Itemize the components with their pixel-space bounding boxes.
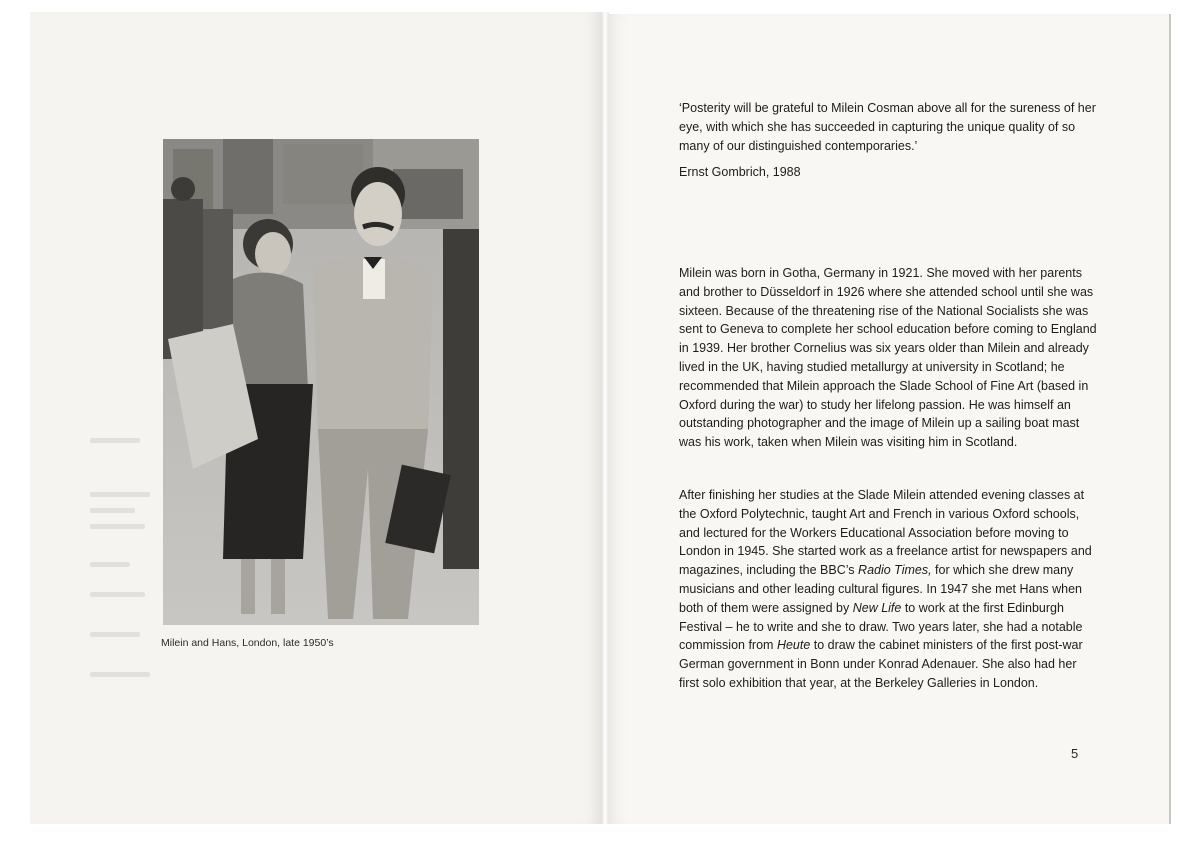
quote-attribution bbox=[679, 163, 1099, 182]
page-number: 5 bbox=[1071, 746, 1079, 761]
para2-part1: After finishing her studies at the Slade Milein attended evening classes at the Oxford Polytechnic, taught Art and French in various Oxford schools, and lectured for the Workers Educational Association before moving to London in 1945. She started work as a freelance artist for newspapers and magazines, including the BBC’s bbox=[679, 488, 1092, 578]
heute-title: Heute bbox=[776, 638, 811, 653]
paragraph-career-text bbox=[679, 486, 1099, 693]
para2-part4: to draw the cabinet ministers of the first post-war German government in Bonn under Konrad Adenauer. She also had her first solo exhibition that year, at the Berkeley Galleries in London. bbox=[679, 638, 1083, 690]
attribution-text: Ernst Gombrich, 1988 bbox=[679, 165, 801, 179]
para2-part3: to work at the first Edinburgh Festival – he to write and she to draw. Two years later, she had a notable commission from bbox=[679, 600, 1083, 653]
radio-times-title: Radio Times, bbox=[858, 563, 932, 578]
left-page bbox=[30, 12, 602, 824]
right-page bbox=[608, 14, 1170, 824]
photo-caption: Milein and Hans, London, late 1950’s bbox=[161, 637, 334, 649]
show-through bbox=[90, 432, 160, 692]
paragraph-early-life-text: Milein was born in Gotha, Germany in 1921. She moved with her parents and brother to Düsseldorf in 1926 where she attended school until she was sixteen. Because of the threatening rise of the National Socialists she was sent to Geneva to complete her school education before coming to England in 1939. Her brother Cornelius was six years older than Milein and already lived in the UK, having studied metallurgy at university in Scotland; he recommended that Milein approach the Slade School of Fine Art (based in Oxford during the war) to study her lifelong passion. He was himself an outstanding photographer and the image of Milein up a sailing boat mast was his work, taken when Milein was visiting him in Scotland. bbox=[679, 266, 1097, 450]
quote-text: ‘Posterity will be grateful to Milein Cosman above all for the sureness of her eye, with which she has succeeded in capturing the unique quality of so many of our distinguished contemporaries.’ bbox=[679, 101, 1096, 153]
gombrich-quote bbox=[679, 99, 1099, 155]
new-life-title: New Life bbox=[852, 600, 902, 615]
paragraph-early-life bbox=[679, 264, 1099, 452]
para2-part2: for which she drew many musicians and other leading cultural figures. In 1947 she met Hans when both of them were assigned by bbox=[679, 563, 1083, 615]
paragraph-career bbox=[679, 486, 1099, 693]
page-edge bbox=[1169, 14, 1171, 824]
photo-milein-and-hans bbox=[163, 139, 479, 625]
photo-illustration bbox=[163, 139, 479, 625]
